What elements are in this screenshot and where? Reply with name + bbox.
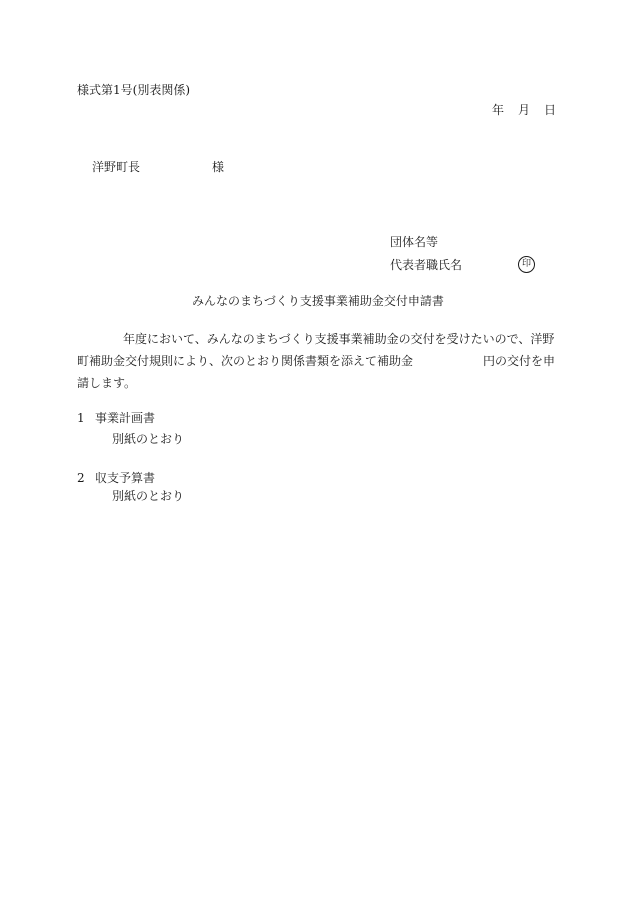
body-line-2: 町補助金交付規則により、次のとおり関係書類を添えて補助金 円の交付を申 (77, 354, 556, 368)
addressee (92, 161, 224, 173)
date-month-label: 月 (517, 103, 530, 117)
list-item-title: 収支予算書 (95, 471, 156, 485)
seal-mark: 印 (518, 256, 535, 273)
list-item-heading (77, 412, 155, 424)
list-item-detail: 別紙のとおり (112, 432, 185, 446)
document-title: みんなのまちづくり支援事業補助金交付申請書 (192, 294, 444, 308)
list-item-heading (77, 472, 155, 484)
list-item-title: 事業計画書 (95, 411, 156, 425)
list-item-detail: 別紙のとおり (112, 489, 185, 503)
addressee-honorific: 様 (212, 160, 225, 174)
body-line-1: 年度において、みんなのまちづくり支援事業補助金の交付を受けたいので、洋野 (123, 332, 555, 346)
date-line (492, 104, 556, 116)
list-item-number: 1 (77, 411, 85, 425)
date-day-label: 日 (543, 103, 556, 117)
representative-name-label: 代表者職氏名 (390, 258, 463, 272)
form-number: 様式第1号(別表関係) (77, 83, 190, 97)
organization-name-label: 団体名等 (390, 235, 439, 249)
list-item-number: 2 (77, 471, 85, 485)
addressee-name: 洋野町長 (92, 160, 141, 174)
application-body (77, 328, 555, 394)
date-year-label: 年 (491, 103, 504, 117)
body-line-3: 請します。 (77, 376, 137, 390)
